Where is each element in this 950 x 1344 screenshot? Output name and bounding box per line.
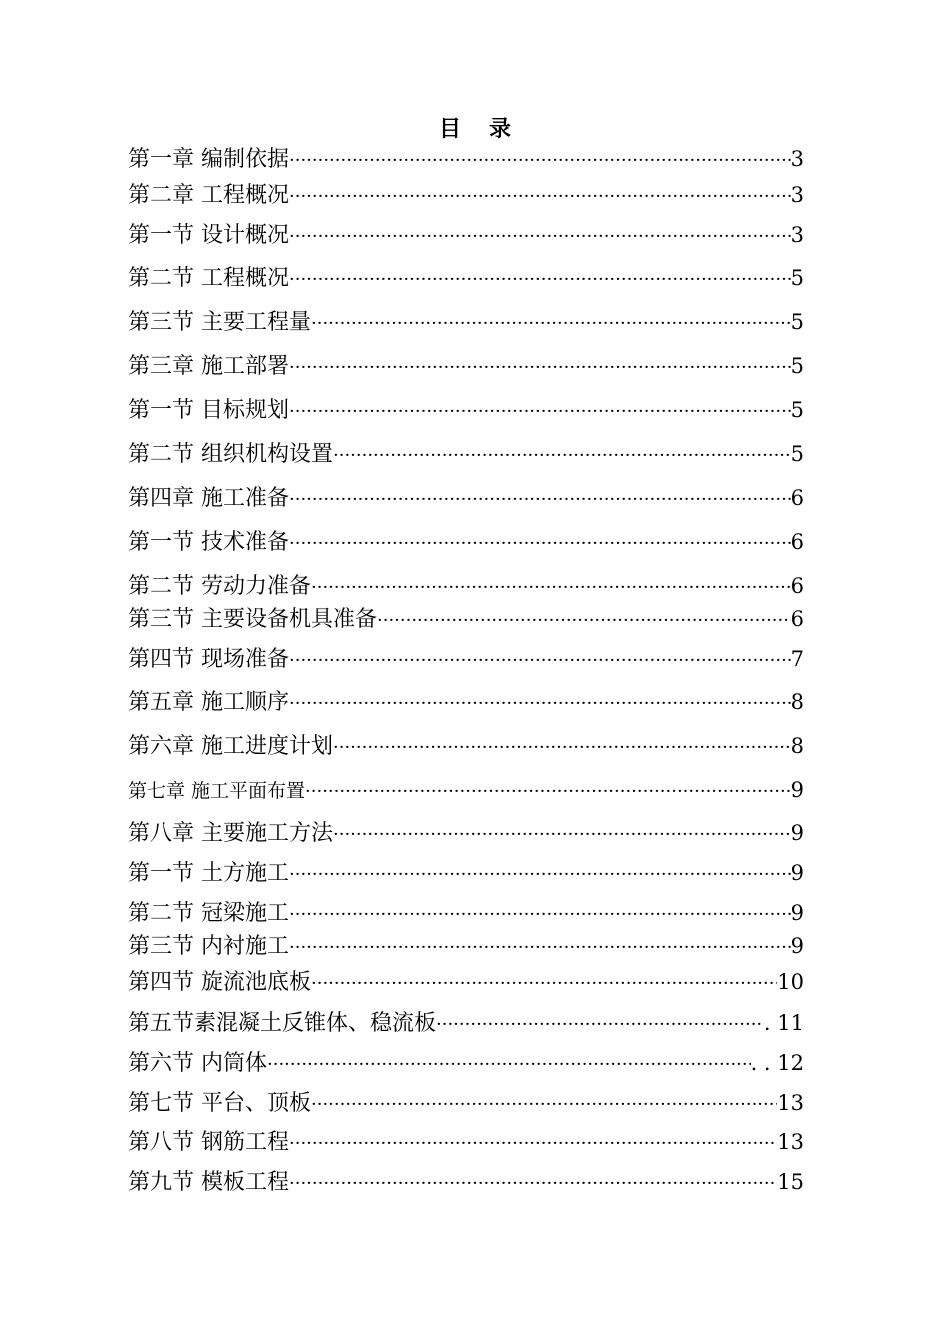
toc-entry-label: 第三章 施工部署 [128,354,289,379]
toc-entry [128,307,804,337]
dot-leader [289,646,791,676]
dot-leader [289,353,791,383]
dot-leader [333,441,791,471]
dot-leader [289,689,791,719]
toc-entry-label: 第一节 设计概况 [128,223,289,248]
toc-entry-page: 3 [790,183,804,207]
dot-leader [289,860,791,890]
dot-leader [267,1050,751,1080]
dot-leader [289,900,791,930]
dot-leader [289,529,791,559]
toc-entry [128,687,804,717]
toc-entry [128,351,804,381]
toc-entry-page: 8 [790,690,804,714]
toc-entry-page: 8 [790,734,804,758]
toc-entry-label: 第一节 目标规划 [128,398,289,423]
toc-entry-label: 第三节 内衬施工 [128,934,289,959]
toc-entry-label: 第九节 模板工程 [128,1170,289,1195]
toc-entry-label: 第四章 施工准备 [128,486,289,511]
dot-leader [289,397,791,427]
toc-entry [128,220,804,250]
toc-entry-page: 6 [790,486,804,510]
dot-leader [289,933,791,963]
dot-leader [289,182,791,212]
dot-leader [311,309,791,339]
toc-entry [128,858,804,888]
toc-entry-page: 10 [777,970,804,994]
toc-entry-page: 5 [790,266,804,290]
dot-leader [289,265,791,295]
toc-entry [128,644,804,674]
toc-entry-label: 第五节素混凝土反锥体、稳流板 [128,1011,437,1036]
toc-entry [128,1008,804,1038]
toc-entry-page: 5 [790,442,804,466]
toc-entry [128,604,804,634]
toc-entry-label: 第七章 施工平面布置 [128,780,306,802]
toc-entry [128,527,804,557]
toc-entry [128,263,804,293]
toc-entry [128,144,804,174]
dot-leader [377,606,791,636]
toc-entry-page: 9 [790,778,804,802]
dot-leader [289,1169,777,1199]
dot-leader [289,146,791,176]
toc-entry-page: 13 [777,1130,804,1154]
toc-entry-page: 9 [790,901,804,925]
toc-title: 目录 [438,116,539,142]
toc-entry-label: 第三节 主要设备机具准备 [128,607,377,632]
toc-entry [128,898,804,928]
toc-entry-page: 5 [790,310,804,334]
toc-entry-label: 第五章 施工顺序 [128,690,289,715]
toc-entry [128,439,804,469]
dot-leader [311,969,777,999]
toc-entry-page: 6 [790,607,804,631]
toc-entry [128,571,804,601]
toc-entry-page: 5 [790,398,804,422]
toc-entry [128,775,804,805]
dot-leader [311,1090,777,1120]
toc-entry-label: 第二章 工程概况 [128,183,289,208]
toc-entry-page: 3 [790,223,804,247]
toc-entry-page: . 11 [763,1011,804,1035]
toc-entry-label: 第六章 施工进度计划 [128,734,333,759]
toc-entry [128,1127,804,1157]
toc-entry [128,818,804,848]
toc-entry-label: 第一节 土方施工 [128,861,289,886]
toc-entry [128,483,804,513]
toc-entry-label: 第一节 技术准备 [128,530,289,555]
toc-entry-label: 第六节 内筒体 [128,1051,267,1076]
toc-entry [128,1048,804,1078]
dot-leader [333,820,791,850]
toc-entry [128,931,804,961]
toc-entry-page: 9 [790,821,804,845]
toc-entry-page: . . 12 [750,1051,804,1075]
toc-entry [128,1167,804,1197]
toc-entry [128,731,804,761]
toc-entry-label: 第八节 钢筋工程 [128,1130,289,1155]
dot-leader [289,485,791,515]
dot-leader [333,733,791,763]
toc-entry-page: 9 [790,934,804,958]
toc-entry-label: 第四节 现场准备 [128,647,289,672]
toc-entry-page: 15 [777,1170,804,1194]
toc-entry [128,395,804,425]
dot-leader [289,1129,777,1159]
dot-leader [311,573,791,603]
toc-entry [128,967,804,997]
dot-leader [436,1010,764,1040]
toc-entry-label: 第二节 冠梁施工 [128,901,289,926]
dot-leader [289,222,791,252]
toc-entry-page: 9 [790,861,804,885]
toc-entry-page: 6 [790,574,804,598]
toc-entry-page: 6 [790,530,804,554]
toc-entry-label: 第二节 工程概况 [128,266,289,291]
toc-entry-label: 第三节 主要工程量 [128,310,311,335]
toc-entry-label: 第四节 旋流池底板 [128,970,311,995]
toc-entry-page: 5 [790,354,804,378]
toc-entry-label: 第二节 组织机构设置 [128,442,333,467]
toc-entry-page: 13 [777,1091,804,1115]
dot-leader [305,777,791,807]
toc-entry-page: 3 [790,147,804,171]
toc-entry-label: 第一章 编制依据 [128,147,289,172]
toc-entry [128,1088,804,1118]
toc-entry-page: 7 [790,647,804,671]
toc-entry-label: 第七节 平台、顶板 [128,1091,311,1116]
toc-entry-label: 第二节 劳动力准备 [128,574,311,599]
toc-entry-label: 第八章 主要施工方法 [128,821,333,846]
toc-entry [128,180,804,210]
